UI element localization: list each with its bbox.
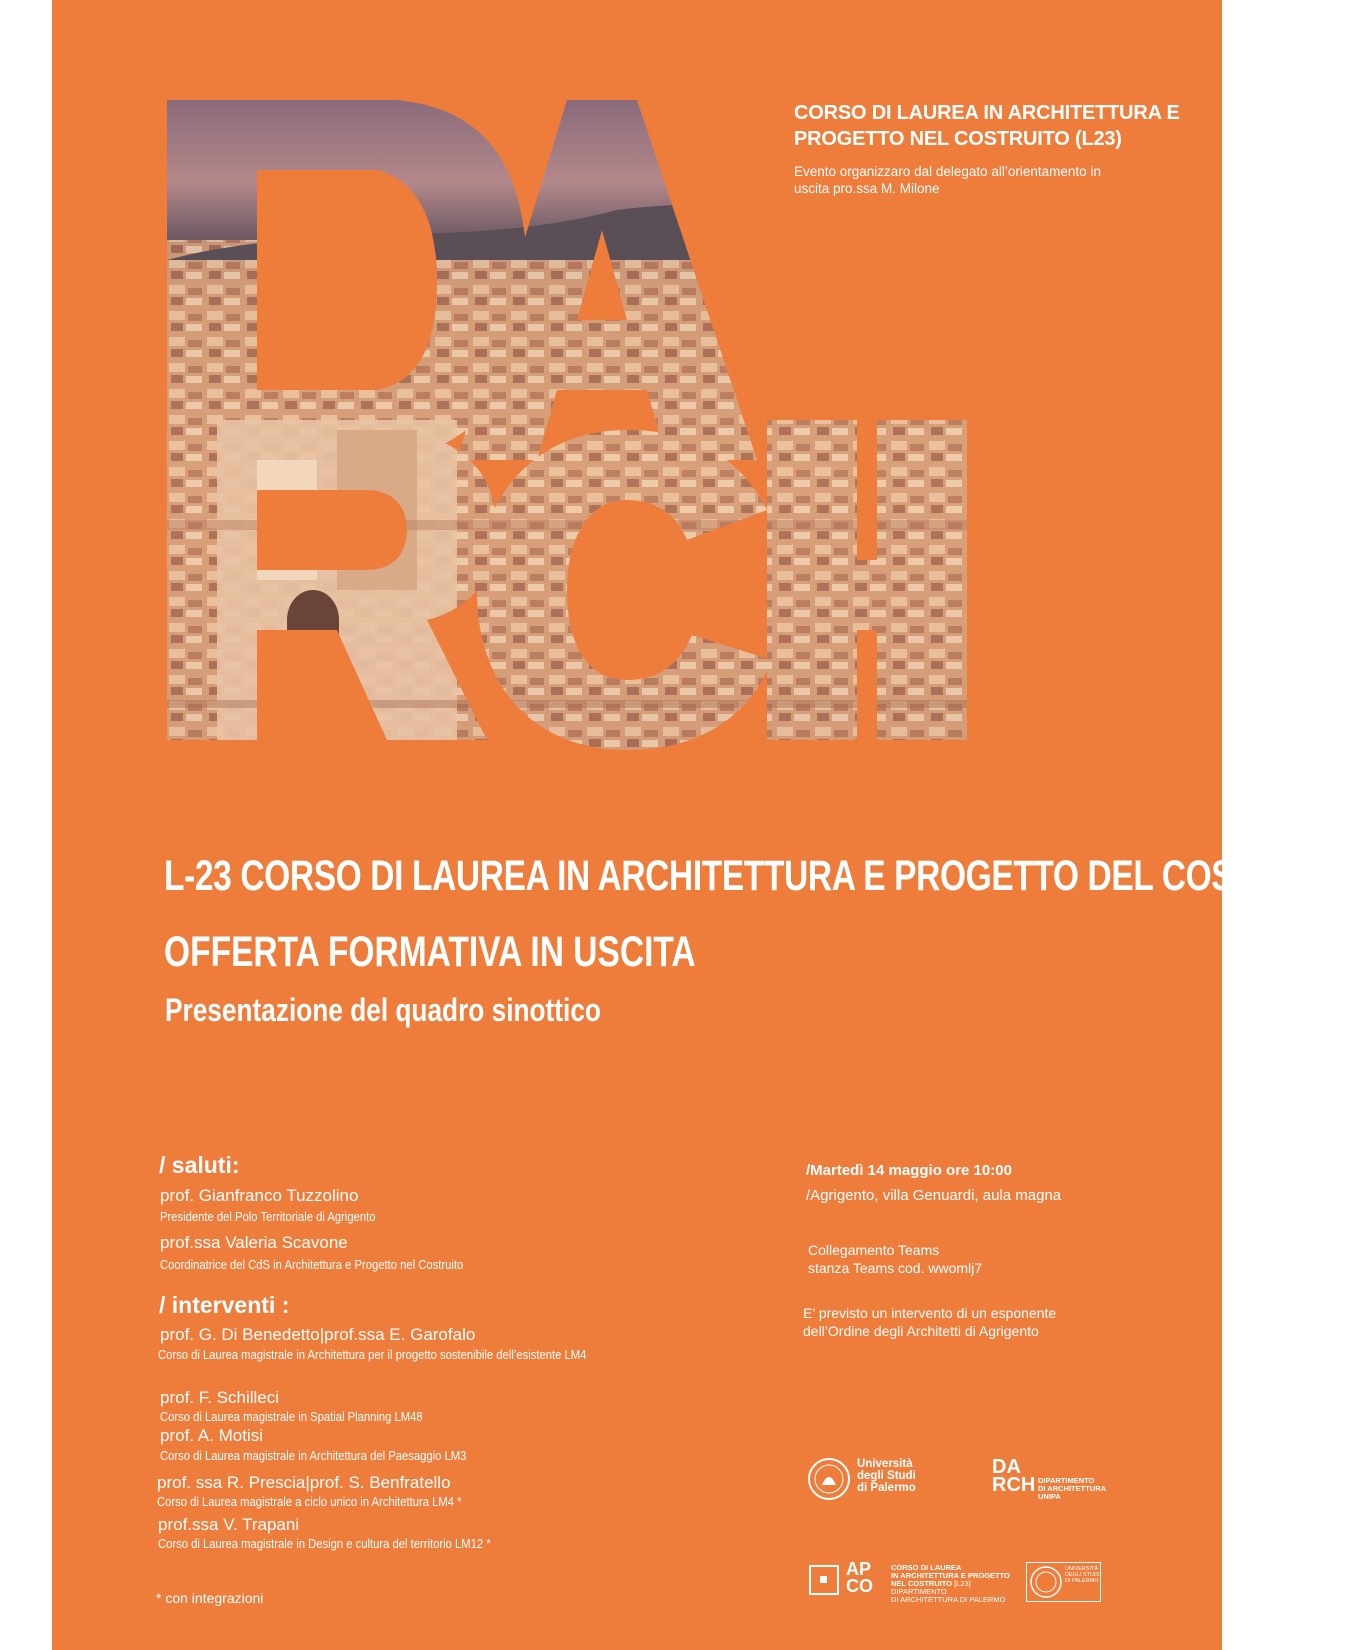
darch-department-logo (992, 1456, 1112, 1501)
header-sub-line1: Evento organizzaro dal delegato all’orientamento in (794, 164, 1101, 179)
unipa-text-1: Università (857, 1458, 913, 1470)
unipa-logo (807, 1457, 927, 1505)
apc-text-5: DI ARCHITETTURA DI PALERMO (891, 1595, 1006, 1604)
teams-line-1: Collegamento Teams (808, 1242, 940, 1258)
interventi-name-5: prof.ssa V. Trapani (158, 1515, 300, 1534)
unipa-text-2: degli Studi (857, 1470, 916, 1482)
darch-small-mark: DA RCH (992, 1456, 1036, 1496)
unipa-small-text-2: DEGLI STUDI (1065, 1572, 1100, 1578)
interventi-name-2: prof. F. Schilleci (160, 1388, 280, 1407)
event-place: /Agrigento, villa Genuardi, aula magna (806, 1187, 1062, 1204)
interventi-role-3: Corso di Laurea magistrale in Architettura del Paesaggio LM3 (160, 1449, 467, 1463)
apc-text-3: NEL COSTRUITO (891, 1579, 952, 1588)
saluti-name-1: prof. Gianfranco Tuzzolino (160, 1186, 359, 1205)
note-line-1: E’ previsto un intervento di un esponente (803, 1305, 1057, 1321)
interventi-name-3: prof. A. Motisi (160, 1426, 263, 1445)
interventi-name-4: prof. ssa R. Prescia|prof. S. Benfratello (157, 1473, 451, 1492)
apc-mark: AP CO (846, 1559, 873, 1596)
interventi-name-1: prof. G. Di Benedetto|prof.ssa E. Garofalo (160, 1325, 476, 1344)
interventi-role-2: Corso di Laurea magistrale in Spatial Planning LM48 (160, 1410, 423, 1424)
header-title-line2: PROGETTO NEL COSTRUITO (L23) (794, 128, 1122, 150)
footnote: * con integrazioni (156, 1590, 264, 1606)
darch-logo-art (167, 100, 967, 790)
darch-dept-text-3: UNIPA (1038, 1492, 1061, 1501)
sub-title-2: Presentazione del quadro sinottico (165, 992, 601, 1028)
interventi-heading: / interventi : (159, 1292, 290, 1318)
event-teams (808, 1241, 982, 1277)
interventi-role-1: Corso di Laurea magistrale in Architettura per il progetto sostenibile dell’esistente LM4 (158, 1348, 587, 1362)
unipa-logo-small (1026, 1562, 1101, 1602)
unipa-text-3: di Palermo (857, 1482, 916, 1494)
apc-code: [L23] (954, 1579, 971, 1588)
saluti-role-1: Presidente del Polo Territoriale di Agrigento (160, 1210, 376, 1224)
header-title-line1: CORSO DI LAUREA IN ARCHITETTURA E (794, 102, 1180, 124)
unipa-seal-small-icon (1029, 1565, 1063, 1599)
saluti-heading: / saluti: (159, 1152, 240, 1178)
unipa-seal-icon (807, 1457, 851, 1501)
header-sub-line2: uscita pro.ssa M. Milone (794, 181, 940, 196)
main-title: L-23 CORSO DI LAUREA IN ARCHITETTURA E PROGETTO DEL COSTRUITO (164, 852, 1355, 900)
teams-line-2: stanza Teams cod. wwomlj7 (808, 1260, 983, 1276)
unipa-small-text-1: UNIVERSITÀ (1065, 1566, 1099, 1572)
apc-text-2: IN ARCHITETTURA E PROGETTO (891, 1571, 1010, 1580)
event-note (803, 1304, 1056, 1340)
apc-logo (809, 1559, 1019, 1604)
apc-text-1: CORSO DI LAUREA (891, 1563, 962, 1572)
apc-square-icon (809, 1565, 839, 1595)
unipa-small-text-3: DI PALERMO (1065, 1578, 1099, 1584)
event-date: /Martedì 14 maggio ore 10:00 (806, 1162, 1012, 1179)
apc-text-4: DIPARTIMENTO (891, 1587, 947, 1596)
poster (52, 0, 1355, 1650)
interventi-role-5: Corso di Laurea magistrale in Design e cultura del territorio LM12 * (158, 1537, 491, 1551)
sub-title: OFFERTA FORMATIVA IN USCITA (164, 928, 696, 976)
darch-dept-text-1: DIPARTIMENTO (1038, 1476, 1095, 1485)
interventi-role-4: Corso di Laurea magistrale a ciclo unico in Architettura LM4 * (157, 1495, 462, 1509)
note-line-2: dell’Ordine degli Architetti di Agrigento (803, 1323, 1039, 1339)
saluti-name-2: prof.ssa Valeria Scavone (160, 1233, 348, 1252)
darch-dept-text-2: DI ARCHITETTURA (1038, 1484, 1107, 1493)
saluti-role-2: Coordinatrice del CdS in Architettura e Progetto nel Costruito (160, 1258, 464, 1272)
